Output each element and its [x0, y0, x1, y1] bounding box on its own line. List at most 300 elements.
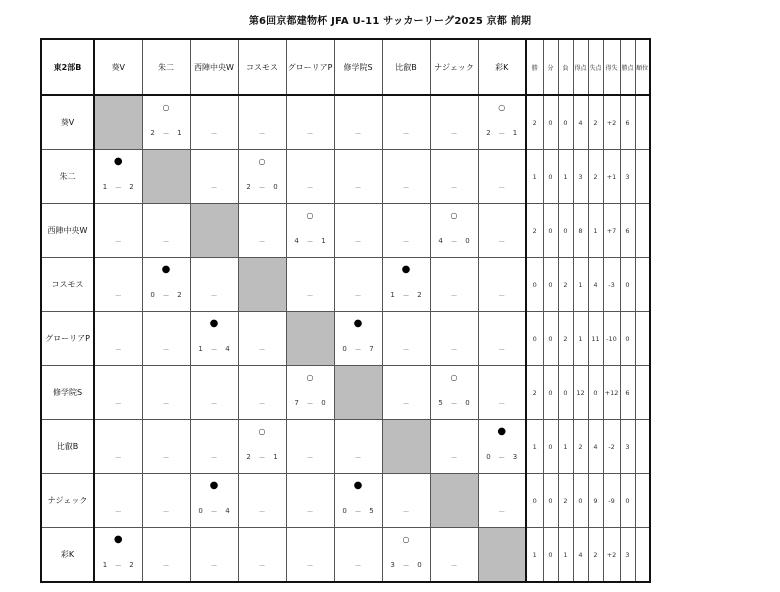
match-cell: [334, 150, 382, 204]
unplayed-dash: －: [450, 184, 458, 192]
score-against: 2: [417, 291, 422, 299]
score-for: 1: [390, 291, 395, 299]
score-separator: －: [450, 238, 458, 246]
diagonal-cell: [190, 204, 238, 258]
match-cell: [478, 366, 526, 420]
stat-cell: 0: [543, 95, 558, 150]
score-against: 0: [465, 399, 470, 407]
unplayed-dash: －: [258, 130, 266, 138]
stat-cell: +1: [603, 150, 620, 204]
score-separator: －: [354, 508, 362, 516]
score-for: 3: [390, 561, 395, 569]
unplayed-dash: －: [162, 400, 170, 408]
stat-cell: +2: [603, 95, 620, 150]
match-cell: [478, 95, 526, 150]
score-separator: －: [402, 292, 410, 300]
stat-cell: -2: [603, 420, 620, 474]
win-mark-icon: ○: [498, 103, 506, 112]
column-header-team: 彩K: [478, 39, 526, 95]
row-team-label: 比叡B: [41, 420, 94, 474]
match-cell: [238, 420, 286, 474]
win-mark-icon: ○: [258, 157, 266, 166]
match-cell: [382, 366, 430, 420]
match-score: [239, 183, 286, 193]
table-row: [41, 366, 650, 420]
match-cell: [430, 366, 478, 420]
match-cell: [382, 528, 430, 583]
win-mark-icon: ○: [402, 535, 410, 544]
score-against: 0: [273, 183, 278, 191]
score-for: 0: [342, 345, 347, 353]
score-separator: －: [450, 400, 458, 408]
row-team-label: ナジェック: [41, 474, 94, 528]
table-row: [41, 258, 650, 312]
column-header-stat: 分: [543, 39, 558, 95]
score-against: 3: [512, 453, 518, 461]
unplayed-dash: －: [306, 184, 314, 192]
score-separator: －: [210, 346, 218, 354]
league-table: [40, 38, 651, 583]
match-cell: [334, 528, 382, 583]
unplayed-dash: －: [450, 454, 458, 462]
score-against: 1: [177, 129, 182, 137]
win-mark-icon: ○: [306, 211, 314, 220]
stat-cell: -3: [603, 258, 620, 312]
match-cell: [94, 420, 142, 474]
stat-cell: 4: [573, 528, 588, 583]
match-score: [143, 291, 190, 301]
stat-cell: 0: [526, 474, 543, 528]
match-cell: [286, 420, 334, 474]
unplayed-dash: －: [354, 238, 362, 246]
match-score: [191, 507, 238, 517]
match-cell: [94, 366, 142, 420]
diagonal-cell: [286, 312, 334, 366]
diagonal-cell: [94, 95, 142, 150]
score-against: 0: [321, 399, 326, 407]
match-cell: [430, 528, 478, 583]
stat-cell: 0: [620, 258, 635, 312]
score-against: 1: [273, 453, 278, 461]
loss-mark-icon: ●: [161, 264, 171, 275]
match-score: [383, 561, 430, 571]
unplayed-dash: －: [258, 346, 266, 354]
unplayed-dash: －: [258, 400, 266, 408]
match-cell: [94, 204, 142, 258]
match-cell: [334, 312, 382, 366]
score-for: 0: [198, 507, 203, 515]
table-row: [41, 474, 650, 528]
win-mark-icon: ○: [450, 211, 458, 220]
win-mark-icon: ○: [450, 373, 458, 382]
unplayed-dash: －: [402, 400, 410, 408]
match-cell: [142, 420, 190, 474]
match-cell: [430, 258, 478, 312]
unplayed-dash: －: [450, 346, 458, 354]
diagonal-cell: [142, 150, 190, 204]
score-separator: －: [402, 562, 410, 570]
stat-cell: 1: [588, 204, 603, 258]
score-for: 0: [486, 453, 491, 461]
stat-cell: 0: [558, 366, 573, 420]
match-cell: [334, 95, 382, 150]
stat-cell: [635, 366, 650, 420]
stat-cell: 2: [526, 366, 543, 420]
stat-cell: +7: [603, 204, 620, 258]
stat-cell: 0: [588, 366, 603, 420]
unplayed-dash: －: [402, 346, 410, 354]
unplayed-dash: －: [210, 292, 218, 300]
row-team-label: 朱二: [41, 150, 94, 204]
match-score: [431, 237, 478, 247]
loss-mark-icon: ●: [353, 480, 363, 491]
stat-cell: 11: [588, 312, 603, 366]
score-separator: －: [210, 508, 218, 516]
stat-cell: 1: [526, 420, 543, 474]
unplayed-dash: －: [162, 562, 170, 570]
unplayed-dash: －: [114, 454, 122, 462]
match-cell: [190, 312, 238, 366]
score-separator: －: [498, 130, 506, 138]
stat-cell: 3: [620, 528, 635, 583]
match-cell: [238, 366, 286, 420]
loss-mark-icon: ●: [353, 318, 363, 329]
stat-cell: 3: [620, 420, 635, 474]
stat-cell: [635, 420, 650, 474]
stat-cell: 2: [558, 258, 573, 312]
column-header-team: ナジェック: [430, 39, 478, 95]
match-score: [479, 453, 526, 463]
score-separator: －: [258, 184, 266, 192]
match-score: [191, 345, 238, 355]
stat-cell: 0: [543, 474, 558, 528]
match-score: [479, 129, 526, 139]
stat-cell: 2: [588, 528, 603, 583]
stat-cell: 6: [620, 366, 635, 420]
stat-cell: [635, 258, 650, 312]
column-header-stat: 得失: [603, 39, 620, 95]
diagonal-cell: [334, 366, 382, 420]
column-header-team: コスモス: [238, 39, 286, 95]
unplayed-dash: －: [498, 238, 506, 246]
stat-cell: 2: [588, 95, 603, 150]
match-score: [431, 399, 478, 409]
score-for: 1: [102, 183, 108, 191]
stat-cell: 2: [526, 95, 543, 150]
stat-cell: 0: [543, 258, 558, 312]
match-score: [95, 561, 142, 571]
score-against: 1: [321, 237, 326, 245]
stat-cell: 8: [573, 204, 588, 258]
unplayed-dash: －: [450, 130, 458, 138]
table-row: [41, 95, 650, 150]
score-against: 4: [225, 507, 230, 515]
match-cell: [190, 150, 238, 204]
stat-cell: 0: [543, 150, 558, 204]
unplayed-dash: －: [162, 454, 170, 462]
match-cell: [238, 150, 286, 204]
win-mark-icon: ○: [306, 373, 314, 382]
stat-cell: 2: [588, 150, 603, 204]
match-cell: [430, 312, 478, 366]
score-for: 4: [438, 237, 443, 245]
diagonal-cell: [238, 258, 286, 312]
match-cell: [142, 312, 190, 366]
unplayed-dash: －: [114, 400, 122, 408]
stat-cell: 2: [558, 474, 573, 528]
column-header-team: グローリアP: [286, 39, 334, 95]
stat-cell: -10: [603, 312, 620, 366]
stat-cell: 0: [620, 474, 635, 528]
corner-label: 東2部B: [41, 39, 94, 95]
score-for: 7: [294, 399, 299, 407]
stat-cell: 3: [620, 150, 635, 204]
score-against: 4: [225, 345, 230, 353]
unplayed-dash: －: [306, 292, 314, 300]
page-title: 第6回京都建物杯 JFA U-11 サッカーリーグ2025 京都 前期: [248, 16, 532, 27]
match-cell: [478, 312, 526, 366]
stat-cell: 1: [526, 528, 543, 583]
score-against: 0: [417, 561, 422, 569]
stat-cell: 1: [558, 150, 573, 204]
score-for: 0: [342, 507, 347, 515]
stat-cell: 6: [620, 95, 635, 150]
score-separator: －: [162, 292, 170, 300]
match-cell: [286, 528, 334, 583]
match-score: [287, 237, 334, 247]
score-against: 2: [177, 291, 182, 299]
stat-cell: 2: [526, 204, 543, 258]
stat-cell: [635, 204, 650, 258]
column-header-team: 西陣中央W: [190, 39, 238, 95]
match-cell: [478, 420, 526, 474]
match-score: [383, 291, 430, 301]
match-cell: [190, 366, 238, 420]
score-against: 0: [465, 237, 470, 245]
score-separator: －: [162, 130, 170, 138]
unplayed-dash: －: [114, 292, 122, 300]
match-cell: [286, 474, 334, 528]
match-cell: [286, 366, 334, 420]
match-cell: [94, 474, 142, 528]
match-cell: [334, 258, 382, 312]
match-cell: [478, 258, 526, 312]
unplayed-dash: －: [210, 130, 218, 138]
column-header-team: 朱二: [142, 39, 190, 95]
score-for: 2: [150, 129, 155, 137]
stat-cell: 0: [620, 312, 635, 366]
match-cell: [430, 204, 478, 258]
unplayed-dash: －: [354, 454, 362, 462]
stat-cell: 12: [573, 366, 588, 420]
score-for: 2: [486, 129, 491, 137]
diagonal-cell: [382, 420, 430, 474]
unplayed-dash: －: [498, 400, 506, 408]
unplayed-dash: －: [354, 292, 362, 300]
table-row: [41, 420, 650, 474]
unplayed-dash: －: [354, 184, 362, 192]
unplayed-dash: －: [306, 130, 314, 138]
column-header-team: 葵V: [94, 39, 142, 95]
match-cell: [94, 528, 142, 583]
stat-cell: 6: [620, 204, 635, 258]
unplayed-dash: －: [210, 400, 218, 408]
column-header-stat: 失点: [588, 39, 603, 95]
stat-cell: 1: [573, 312, 588, 366]
unplayed-dash: －: [306, 562, 314, 570]
score-for: 1: [198, 345, 203, 353]
table-row: [41, 150, 650, 204]
score-separator: －: [114, 184, 122, 192]
unplayed-dash: －: [258, 508, 266, 516]
column-header-stat: 勝: [526, 39, 543, 95]
score-for: 4: [294, 237, 299, 245]
stat-cell: 9: [588, 474, 603, 528]
score-separator: －: [306, 400, 314, 408]
match-cell: [382, 474, 430, 528]
match-cell: [286, 204, 334, 258]
stat-cell: +2: [603, 528, 620, 583]
stat-cell: [635, 528, 650, 583]
match-cell: [430, 150, 478, 204]
stat-cell: [635, 150, 650, 204]
match-cell: [382, 204, 430, 258]
match-score: [239, 453, 286, 463]
match-cell: [286, 95, 334, 150]
stat-cell: 0: [543, 204, 558, 258]
stat-cell: 1: [558, 528, 573, 583]
match-score: [287, 399, 334, 409]
column-header-stat: 得点: [573, 39, 588, 95]
match-cell: [382, 312, 430, 366]
match-cell: [190, 420, 238, 474]
stat-cell: 2: [558, 312, 573, 366]
unplayed-dash: －: [402, 508, 410, 516]
table-row: [41, 312, 650, 366]
unplayed-dash: －: [162, 238, 170, 246]
stat-cell: 4: [588, 258, 603, 312]
stat-cell: 0: [543, 420, 558, 474]
stat-cell: 0: [543, 528, 558, 583]
win-mark-icon: ○: [162, 103, 170, 112]
match-cell: [334, 420, 382, 474]
match-cell: [238, 95, 286, 150]
loss-mark-icon: ●: [113, 156, 123, 167]
unplayed-dash: －: [450, 562, 458, 570]
match-score: [95, 183, 142, 193]
match-cell: [94, 312, 142, 366]
unplayed-dash: －: [402, 238, 410, 246]
column-header-stat: 勝点: [620, 39, 635, 95]
loss-mark-icon: ●: [113, 534, 123, 545]
column-header-stat: 負: [558, 39, 573, 95]
stat-cell: -9: [603, 474, 620, 528]
stat-cell: 4: [573, 95, 588, 150]
table-row: [41, 528, 650, 583]
match-cell: [382, 95, 430, 150]
match-score: [335, 507, 382, 517]
match-score: [143, 129, 190, 139]
unplayed-dash: －: [498, 184, 506, 192]
stat-cell: 0: [543, 312, 558, 366]
row-team-label: コスモス: [41, 258, 94, 312]
stat-cell: [635, 312, 650, 366]
unplayed-dash: －: [162, 508, 170, 516]
score-against: 5: [369, 507, 374, 515]
match-cell: [142, 474, 190, 528]
unplayed-dash: －: [258, 562, 266, 570]
win-mark-icon: ○: [258, 427, 266, 436]
unplayed-dash: －: [498, 346, 506, 354]
row-team-label: 葵V: [41, 95, 94, 150]
match-cell: [190, 528, 238, 583]
loss-mark-icon: ●: [209, 480, 219, 491]
unplayed-dash: －: [210, 454, 218, 462]
stat-cell: 0: [526, 258, 543, 312]
stat-cell: 1: [558, 420, 573, 474]
match-cell: [94, 150, 142, 204]
unplayed-dash: －: [114, 346, 122, 354]
score-for: 2: [246, 183, 251, 191]
match-cell: [142, 95, 190, 150]
score-separator: －: [114, 562, 122, 570]
unplayed-dash: －: [402, 130, 410, 138]
unplayed-dash: －: [354, 130, 362, 138]
match-cell: [478, 150, 526, 204]
diagonal-cell: [430, 474, 478, 528]
unplayed-dash: －: [210, 562, 218, 570]
row-team-label: グローリアP: [41, 312, 94, 366]
diagonal-cell: [478, 528, 526, 583]
unplayed-dash: －: [114, 238, 122, 246]
match-cell: [478, 474, 526, 528]
column-header-stat: 順位: [635, 39, 650, 95]
unplayed-dash: －: [210, 184, 218, 192]
unplayed-dash: －: [354, 562, 362, 570]
match-cell: [142, 258, 190, 312]
match-cell: [142, 366, 190, 420]
stat-cell: 0: [558, 204, 573, 258]
match-cell: [190, 95, 238, 150]
match-cell: [238, 312, 286, 366]
match-cell: [334, 204, 382, 258]
loss-mark-icon: ●: [497, 426, 507, 437]
row-team-label: 修学院S: [41, 366, 94, 420]
score-for: 0: [150, 291, 155, 299]
stat-cell: 3: [573, 150, 588, 204]
table-row: [41, 204, 650, 258]
unplayed-dash: －: [498, 508, 506, 516]
loss-mark-icon: ●: [401, 264, 411, 275]
score-separator: －: [354, 346, 362, 354]
match-cell: [478, 204, 526, 258]
score-separator: －: [306, 238, 314, 246]
match-cell: [190, 258, 238, 312]
stat-cell: 1: [573, 258, 588, 312]
stat-cell: 1: [526, 150, 543, 204]
unplayed-dash: －: [306, 454, 314, 462]
match-cell: [142, 528, 190, 583]
unplayed-dash: －: [162, 346, 170, 354]
score-against: 2: [129, 561, 134, 569]
score-against: 1: [512, 129, 518, 137]
stat-cell: 0: [526, 312, 543, 366]
unplayed-dash: －: [498, 292, 506, 300]
match-cell: [142, 204, 190, 258]
score-for: 5: [438, 399, 443, 407]
match-cell: [286, 150, 334, 204]
score-against: 2: [129, 183, 134, 191]
